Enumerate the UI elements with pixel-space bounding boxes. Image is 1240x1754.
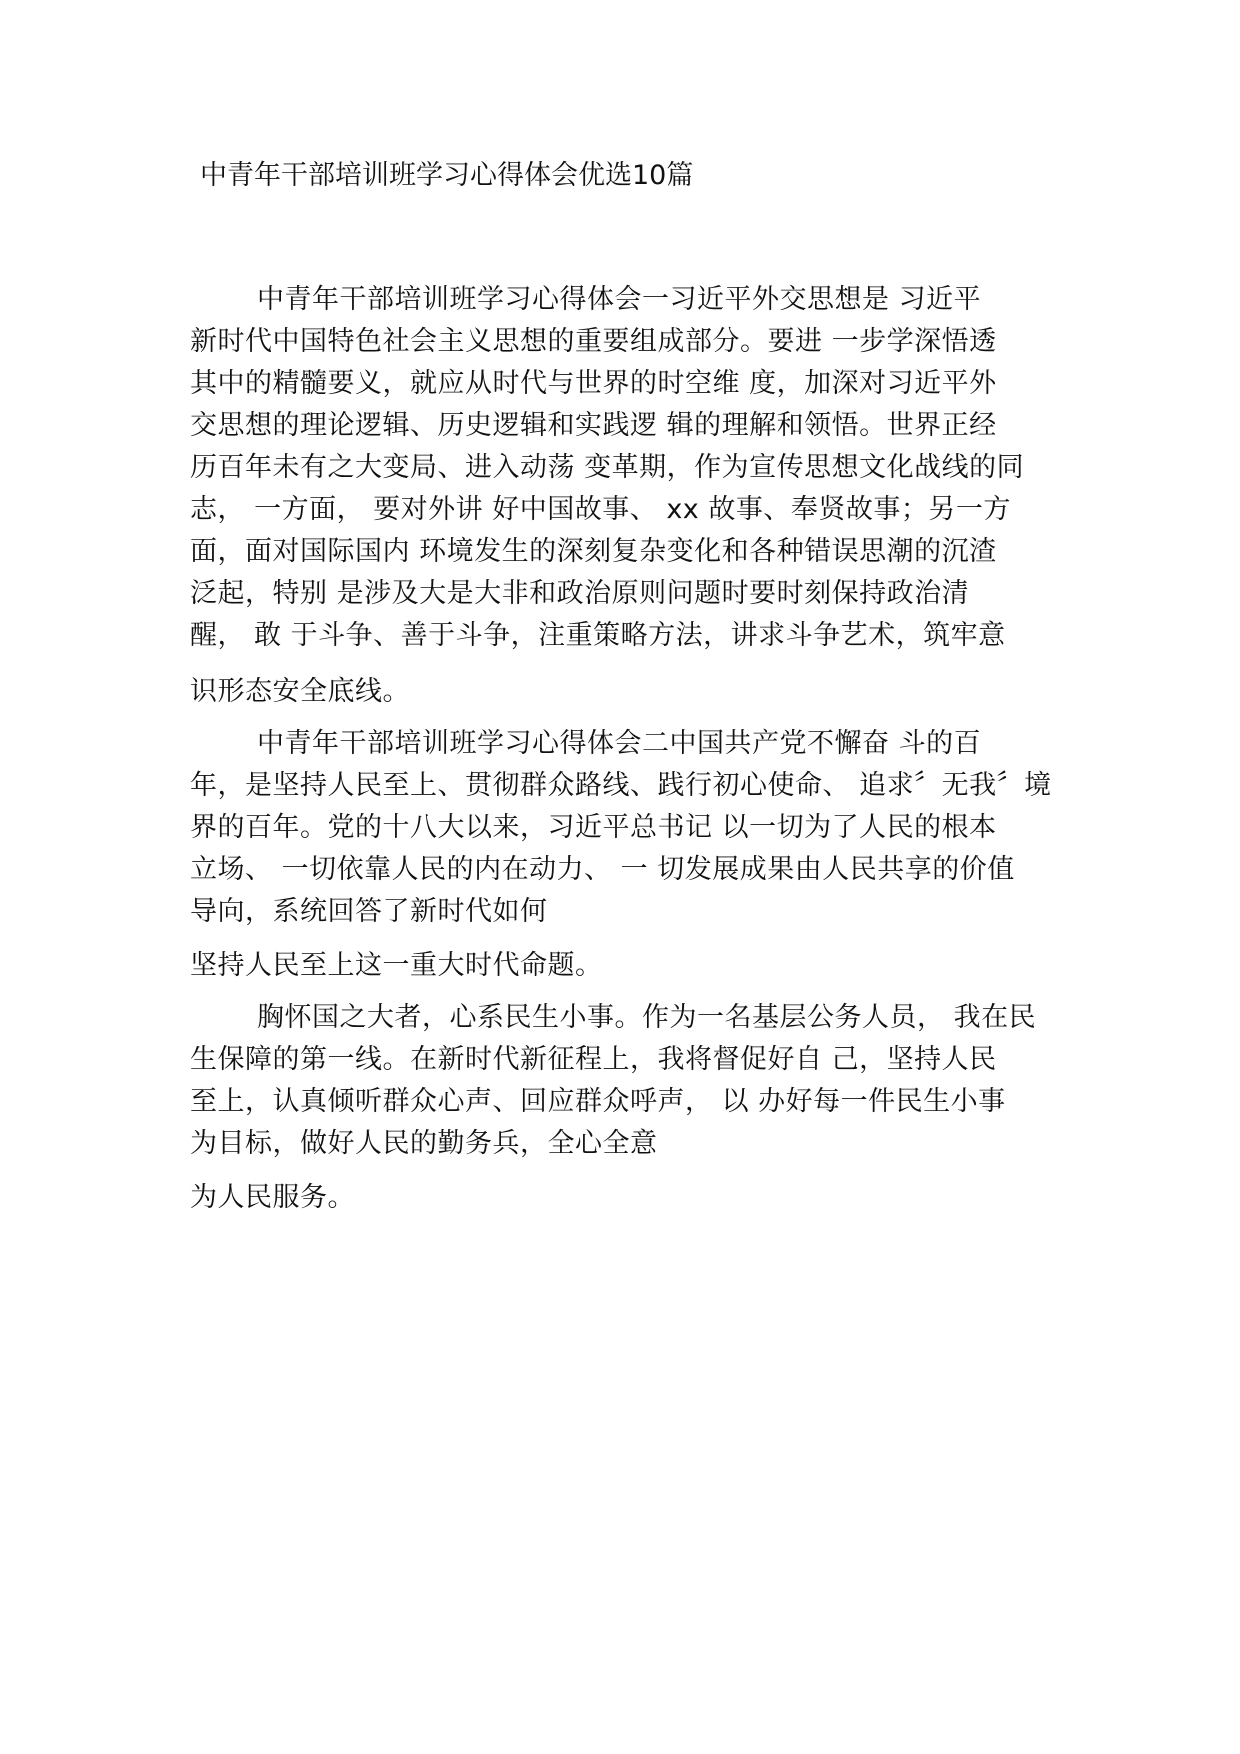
- text-line: 其中的精髓要义，就应从时代与世界的时空维 度，加深对习近平外: [190, 368, 997, 399]
- text-line: 中青年干部培训班学习心得体会一习近平外交思想是 习近平: [257, 284, 982, 315]
- text-line: 醒， 敢 于斗争、善于斗争，注重策略方法，讲求斗争艺术，筑牢意: [190, 620, 1006, 651]
- text-line: 界的百年。党的十八大以来，习近平总书记 以一切为了人民的根本: [190, 812, 997, 843]
- text-line: 识形态安全底线。: [190, 676, 410, 707]
- text-line: 年，是坚持人民至上、贯彻群众路线、践行初心使命、 追求〞无我〞境: [190, 770, 1052, 801]
- text-line: 生保障的第一线。在新时代新征程上，我将督促好自 己，坚持人民: [190, 1044, 997, 1075]
- document-title: 中青年干部培训班学习心得体会优选10篇: [200, 160, 694, 191]
- text-line: 胸怀国之大者，心系民生小事。作为一名基层公务人员， 我在民: [257, 1002, 1037, 1033]
- text-line: 交思想的理论逻辑、历史逻辑和实践逻 辑的理解和领悟。世界正经: [190, 410, 997, 441]
- text-line: 坚持人民至上这一重大时代命题。: [190, 950, 603, 981]
- text-line: 泛起，特别 是涉及大是大非和政治原则问题时要时刻保持政治清: [190, 578, 970, 609]
- text-line: 为人民服务。: [190, 1182, 355, 1213]
- text-line: 至上，认真倾听群众心声、回应群众呼声， 以 办好每一件民生小事: [190, 1086, 1006, 1117]
- text-line: 面，面对国际国内 环境发生的深刻复杂变化和各种错误思潮的沉渣: [190, 536, 997, 567]
- text-line: 立场、 一切依靠人民的内在动力、 一 切发展成果由人民共享的价值: [190, 854, 1015, 885]
- text-line: 志， 一方面， 要对外讲 好中国故事、 xx 故事、奉贤故事；另一方: [190, 494, 1011, 525]
- text-line: 导向，系统回答了新时代如何: [190, 896, 548, 927]
- text-line: 为目标，做好人民的勤务兵，全心全意: [190, 1128, 658, 1159]
- text-line: 历百年未有之大变局、进入动荡 变革期，作为宣传思想文化战线的同: [190, 452, 1025, 483]
- text-line: 中青年干部培训班学习心得体会二中国共产党不懈奋 斗的百: [257, 728, 982, 759]
- text-line: 新时代中国特色社会主义思想的重要组成部分。要进 一步学深悟透: [190, 326, 997, 357]
